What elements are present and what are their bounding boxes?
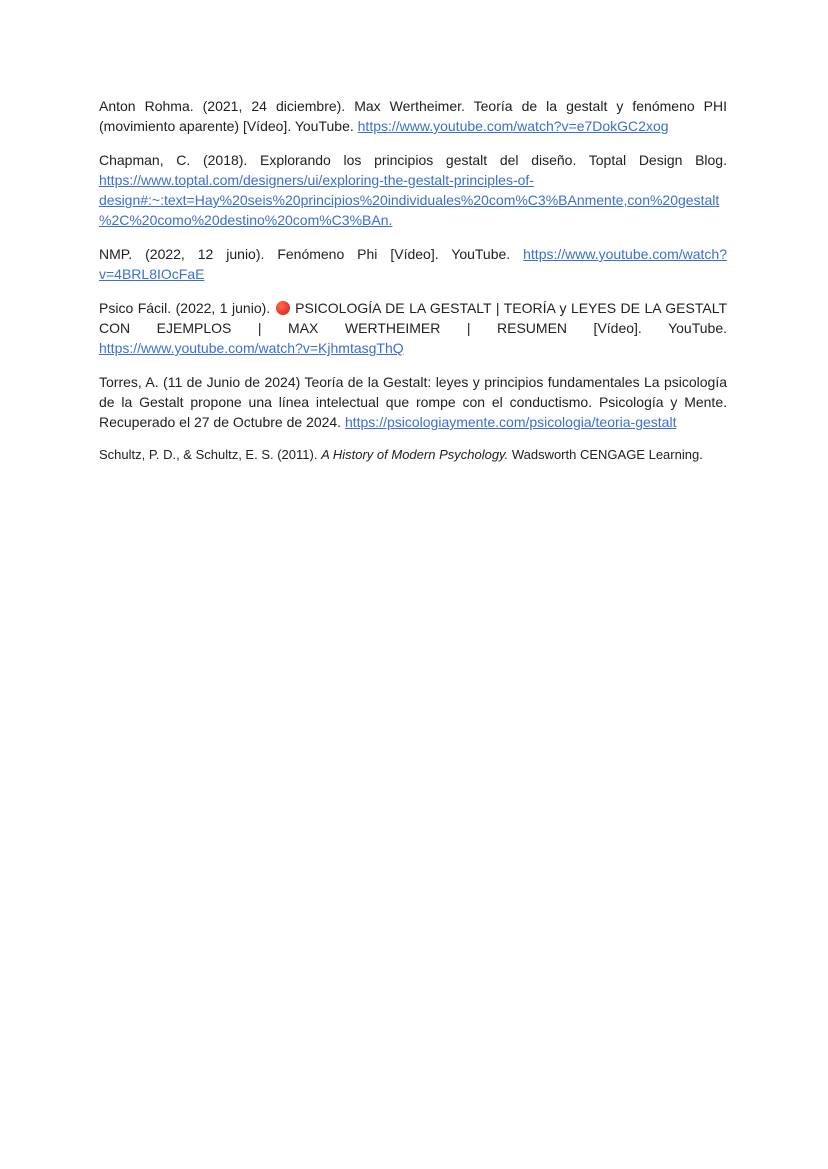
reference-text: Wadsworth CENGAGE Learning.	[508, 447, 703, 462]
reference-entry	[99, 446, 727, 463]
reference-entry	[99, 298, 727, 358]
reference-link[interactable]: https://www.toptal.com/designers/ui/exploring-the-gestalt-principles-of-design#:~:text=Hay%20seis%20principios%20individuales%20com%C3%BAnmente,con%20gestalt%2C%20como%20destino%20com%C3%BAn.	[99, 172, 720, 228]
reference-entry	[99, 96, 727, 136]
reference-entry	[99, 372, 727, 432]
reference-entry	[99, 244, 727, 284]
reference-text: PSICOLOGÍA DE LA GESTALT | TEORÍA y LEYES DE LA GESTALT CON EJEMPLOS | MAX WERTHEIMER | RESUMEN [Vídeo]. YouTube.	[99, 300, 728, 336]
reference-text: Torres, A. (11 de Junio de 2024) Teoría de la Gestalt: leyes y principios fundamentales La psicología de la Gestalt propone una línea intelectual que rompe con el conductismo. Psicología y Mente. Recuperado el 27 de Octubre de 2024.	[99, 374, 727, 430]
reference-text: NMP. (2022, 12 junio). Fenómeno Phi [Vídeo]. YouTube.	[99, 246, 524, 262]
reference-link[interactable]: https://www.youtube.com/watch?v=4BRL8IOcFaE	[99, 246, 727, 282]
red-circle-emoji	[276, 301, 290, 315]
references-list	[99, 96, 727, 463]
italic-book-title: A History of Modern Psychology.	[321, 447, 509, 462]
reference-text: Psico Fácil. (2022, 1 junio).	[99, 300, 275, 316]
reference-text: Chapman, C. (2018). Explorando los principios gestalt del diseño. Toptal Design Blog.	[99, 152, 727, 168]
reference-text: Schultz, P. D., & Schultz, E. S. (2011).	[99, 447, 322, 462]
reference-link[interactable]: https://www.youtube.com/watch?v=e7DokGC2xog	[357, 118, 669, 134]
reference-link[interactable]: https://www.youtube.com/watch?v=KjhmtasgThQ	[99, 340, 404, 356]
reference-text: Anton Rohma. (2021, 24 diciembre). Max Wertheimer. Teoría de la gestalt y fenómeno PHI (movimiento aparente) [Vídeo]. YouTube.	[99, 98, 727, 134]
reference-link[interactable]: https://psicologiaymente.com/psicologia/teoria-gestalt	[344, 414, 677, 430]
reference-entry	[99, 150, 727, 230]
